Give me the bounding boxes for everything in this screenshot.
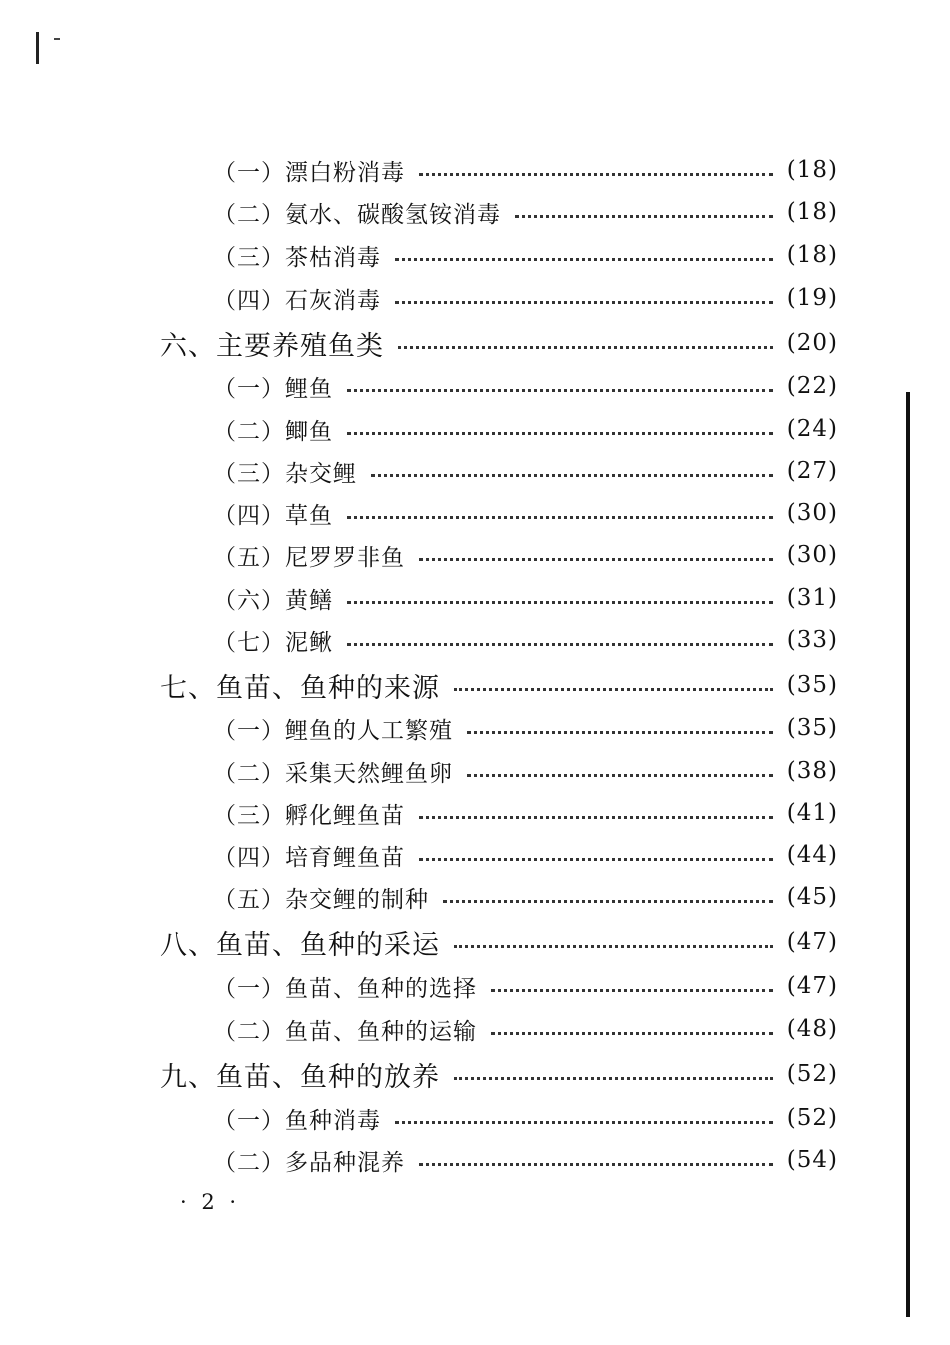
toc-section-entry — [213, 493, 838, 533]
toc-section-entry — [213, 877, 838, 917]
toc-dot-leader — [347, 601, 773, 604]
toc-dot-leader — [419, 816, 773, 819]
toc-entry-page: (20) — [786, 330, 838, 356]
scan-corner-dash — [54, 38, 60, 40]
toc-entry-title: （四）石灰消毒 — [213, 287, 381, 314]
toc-entry-title: （一）漂白粉消毒 — [213, 159, 405, 186]
toc-entry-title: （六）黄鳝 — [213, 587, 333, 614]
toc-entry-title: （一）鱼种消毒 — [213, 1107, 381, 1134]
toc-chapter-entry — [160, 922, 838, 962]
toc-dot-leader — [515, 215, 773, 218]
toc-section-entry — [213, 578, 838, 618]
toc-entry-page: (31) — [786, 585, 838, 611]
toc-entry-title: （四）培育鲤鱼苗 — [213, 844, 405, 871]
toc-dot-leader — [454, 945, 773, 948]
toc-entry-title: （一）鲤鱼 — [213, 375, 333, 402]
toc-entry-title: （二）多品种混养 — [213, 1149, 405, 1176]
toc-dot-leader — [398, 346, 773, 349]
toc-section-entry — [213, 835, 838, 875]
page-number: · 2 · — [180, 1190, 241, 1214]
toc-dot-leader — [371, 474, 773, 477]
toc-entry-page: (45) — [786, 884, 838, 910]
toc-section-entry — [213, 535, 838, 575]
toc-section-entry — [213, 409, 838, 449]
toc-entry-title: 九、鱼苗、鱼种的放养 — [160, 1061, 440, 1093]
toc-dot-leader — [395, 1121, 773, 1124]
toc-entry-page: (48) — [786, 1016, 838, 1042]
toc-entry-page: (33) — [786, 627, 838, 653]
toc-entry-title: 六、主要养殖鱼类 — [160, 330, 384, 362]
toc-dot-leader — [443, 900, 773, 903]
toc-entry-title: 八、鱼苗、鱼种的采运 — [160, 929, 440, 961]
toc-entry-page: (35) — [786, 715, 838, 741]
toc-section-entry — [213, 1140, 838, 1180]
toc-section-entry — [213, 966, 838, 1006]
toc-dot-leader — [491, 1032, 773, 1035]
toc-entry-page: (18) — [786, 242, 838, 268]
toc-dot-leader — [347, 389, 773, 392]
toc-entry-page: (18) — [786, 157, 838, 183]
toc-dot-leader — [467, 774, 773, 777]
toc-dot-leader — [419, 1163, 773, 1166]
toc-entry-title: （二）采集天然鲤鱼卵 — [213, 760, 453, 787]
toc-dot-leader — [347, 516, 773, 519]
toc-section-entry — [213, 235, 838, 275]
toc-entry-page: (52) — [786, 1061, 838, 1087]
toc-entry-page: (30) — [786, 542, 838, 568]
toc-section-entry — [213, 451, 838, 491]
toc-dot-leader — [419, 858, 773, 861]
scan-edge-bar — [906, 392, 910, 1317]
toc-entry-page: (19) — [786, 285, 838, 311]
toc-entry-page: (44) — [786, 842, 838, 868]
toc-entry-page: (38) — [786, 758, 838, 784]
toc-entry-page: (41) — [786, 800, 838, 826]
toc-entry-title: 七、鱼苗、鱼种的来源 — [160, 672, 440, 704]
toc-section-entry — [213, 793, 838, 833]
toc-entry-page: (54) — [786, 1147, 838, 1173]
toc-section-entry — [213, 708, 838, 748]
toc-entry-page: (47) — [786, 973, 838, 999]
toc-entry-title: （五）杂交鲤的制种 — [213, 886, 429, 913]
toc-entry-page: (27) — [786, 458, 838, 484]
toc-section-entry — [213, 366, 838, 406]
toc-entry-page: (47) — [786, 929, 838, 955]
toc-section-entry — [213, 620, 838, 660]
toc-entry-title: （七）泥鳅 — [213, 629, 333, 656]
toc-dot-leader — [395, 301, 773, 304]
toc-dot-leader — [419, 173, 773, 176]
toc-entry-page: (22) — [786, 373, 838, 399]
toc-section-entry — [213, 192, 838, 232]
toc-entry-title: （四）草鱼 — [213, 502, 333, 529]
toc-entry-title: （三）杂交鲤 — [213, 460, 357, 487]
toc-dot-leader — [419, 558, 773, 561]
toc-entry-page: (18) — [786, 199, 838, 225]
toc-entry-title: （一）鱼苗、鱼种的选择 — [213, 975, 477, 1002]
toc-section-entry — [213, 278, 838, 318]
toc-section-entry — [213, 1009, 838, 1049]
toc-entry-page: (30) — [786, 500, 838, 526]
toc-section-entry — [213, 1098, 838, 1138]
toc-entry-title: （二）氨水、碳酸氢铵消毒 — [213, 201, 501, 228]
toc-entry-title: （二）鱼苗、鱼种的运输 — [213, 1018, 477, 1045]
toc-chapter-entry — [160, 1054, 838, 1094]
toc-dot-leader — [491, 989, 773, 992]
toc-dot-leader — [347, 432, 773, 435]
toc-dot-leader — [467, 731, 773, 734]
toc-dot-leader — [347, 643, 773, 646]
toc-entry-page: (35) — [786, 672, 838, 698]
toc-entry-page: (52) — [786, 1105, 838, 1131]
toc-entry-title: （三）茶枯消毒 — [213, 244, 381, 271]
scan-corner-mark — [36, 32, 39, 64]
toc-entry-title: （二）鲫鱼 — [213, 418, 333, 445]
toc-chapter-entry — [160, 665, 838, 705]
toc-entry-title: （五）尼罗罗非鱼 — [213, 544, 405, 571]
toc-entry-page: (24) — [786, 416, 838, 442]
toc-entry-title: （三）孵化鲤鱼苗 — [213, 802, 405, 829]
toc-entry-title: （一）鲤鱼的人工繁殖 — [213, 717, 453, 744]
toc-section-entry — [213, 751, 838, 791]
toc-chapter-entry — [160, 323, 838, 363]
toc-dot-leader — [395, 258, 773, 261]
toc-dot-leader — [454, 1077, 773, 1080]
toc-dot-leader — [454, 688, 773, 691]
toc-section-entry — [213, 150, 838, 190]
